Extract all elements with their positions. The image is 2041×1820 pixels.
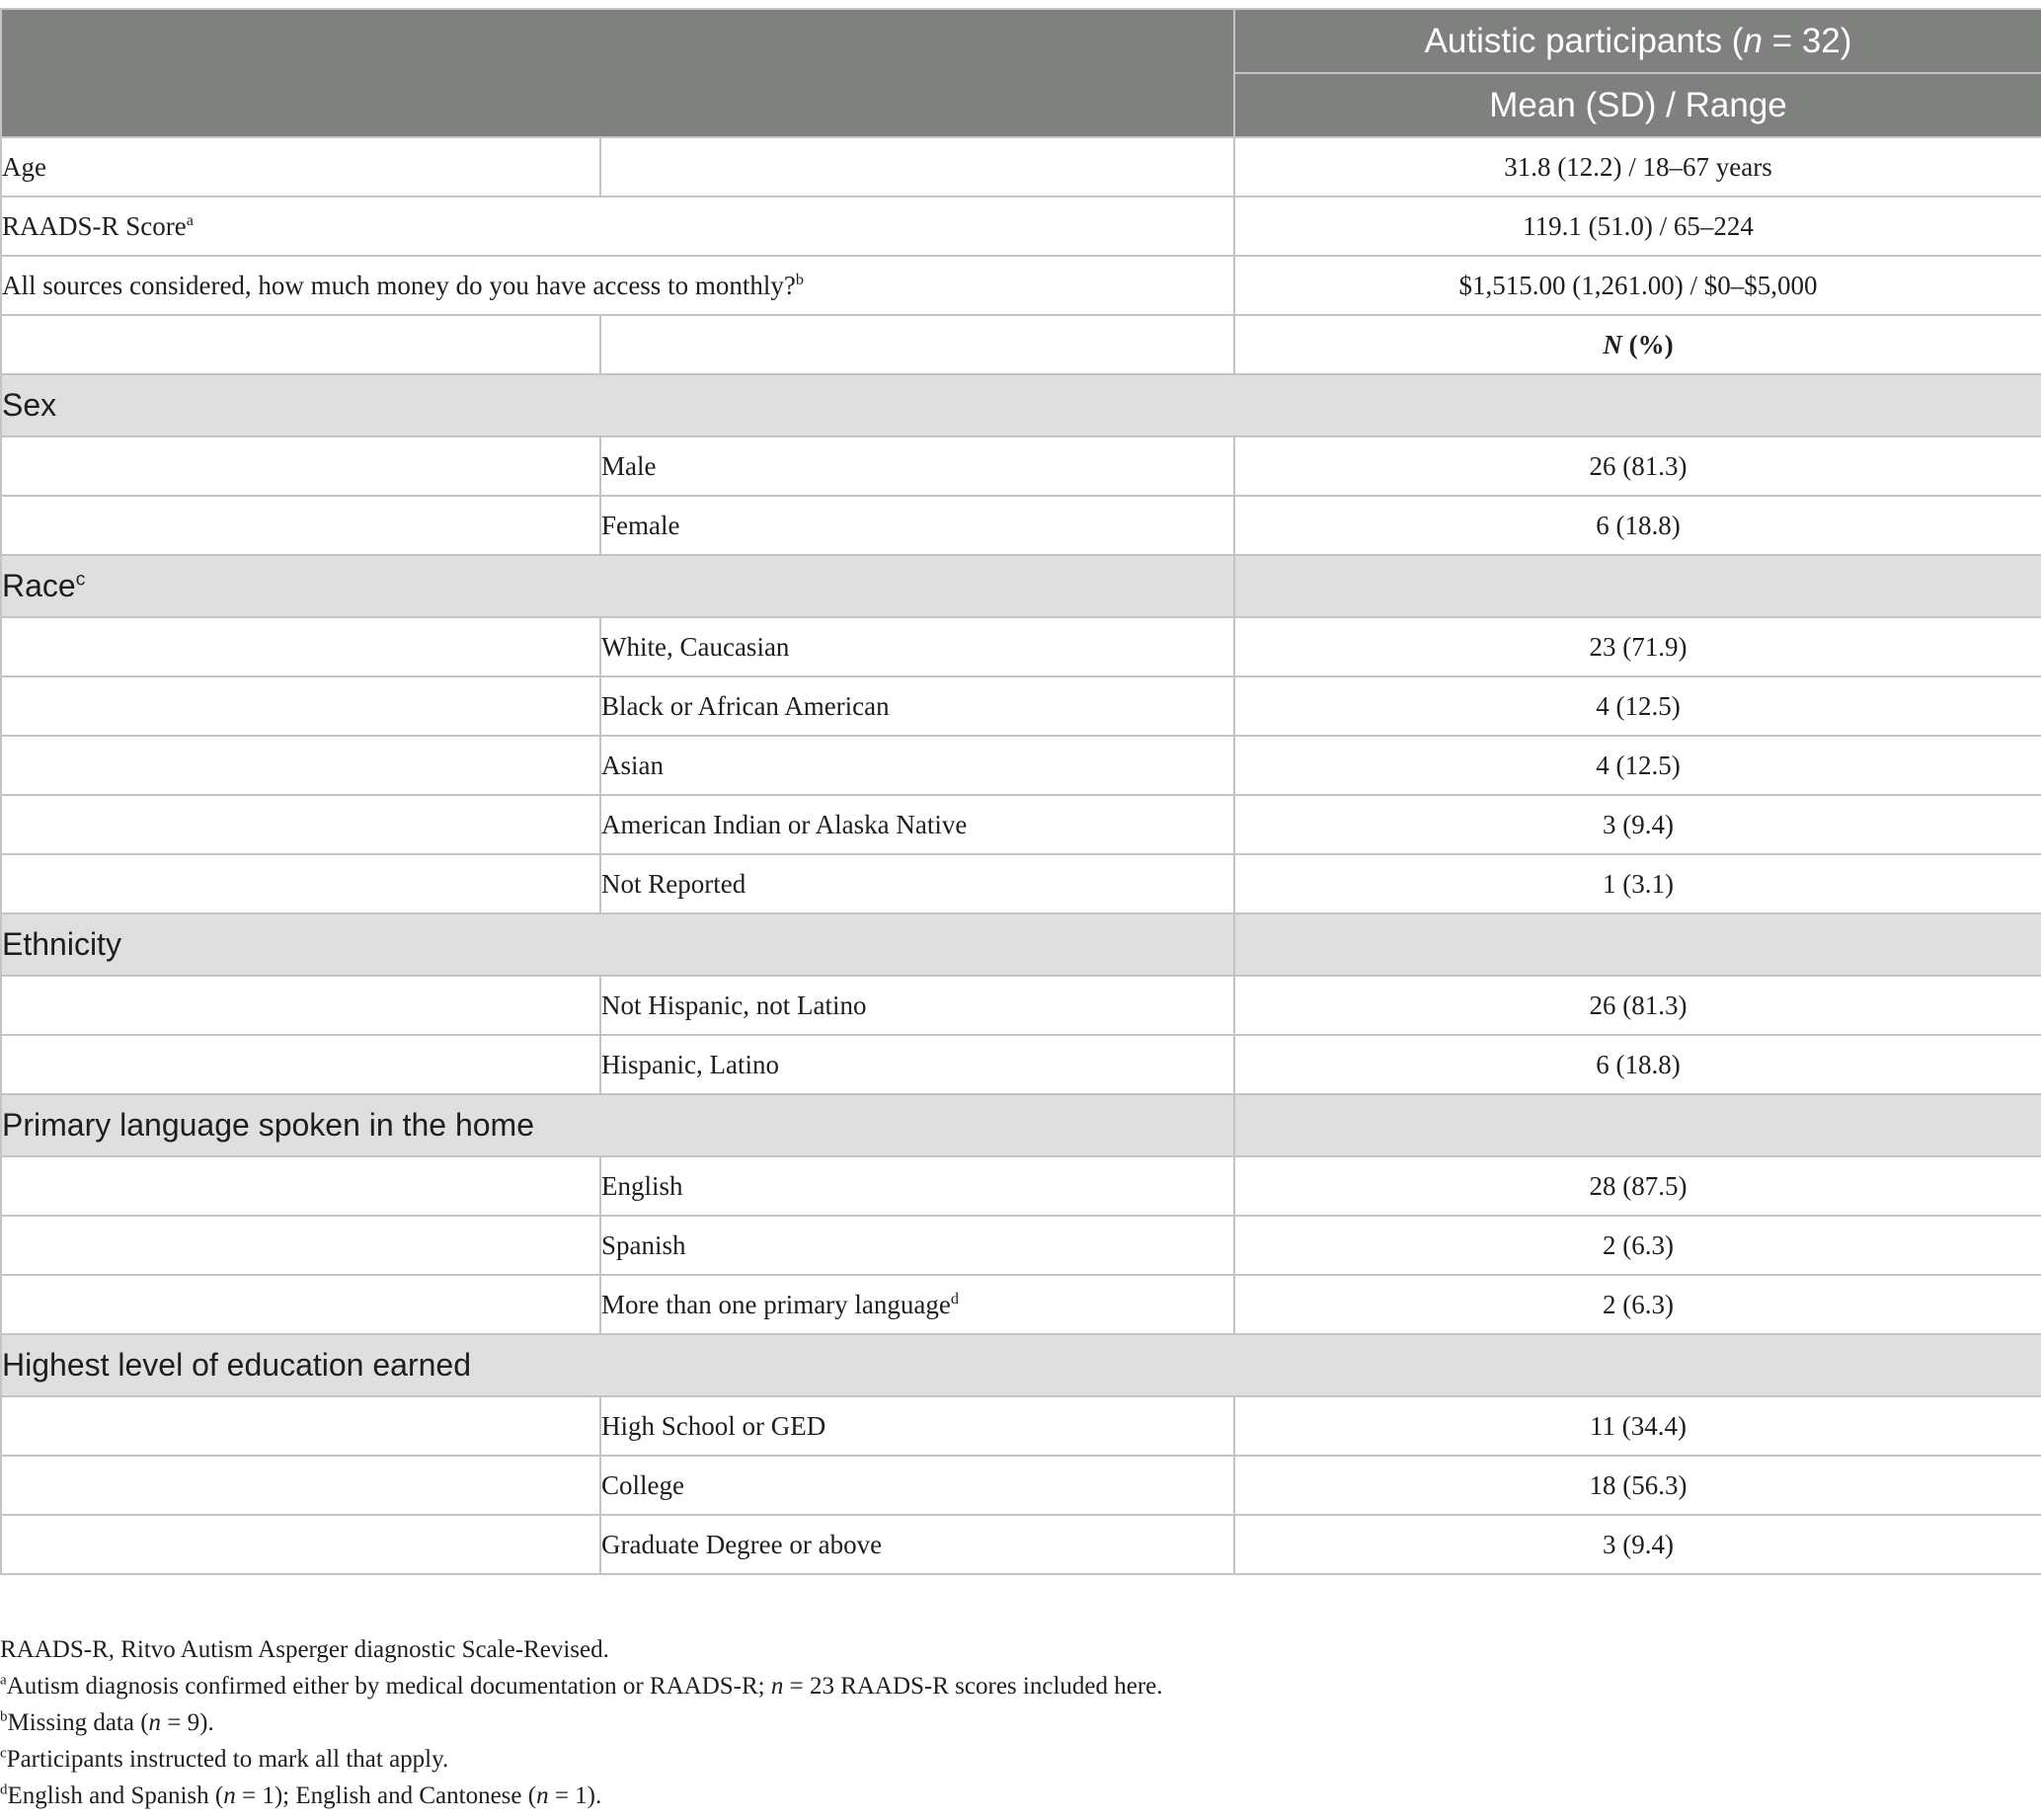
table-row bbox=[1, 436, 2041, 496]
table-row bbox=[1, 496, 2041, 555]
section-header-sex bbox=[1, 374, 2041, 436]
empty-cell bbox=[1, 1515, 600, 1574]
table-row bbox=[1, 137, 2041, 197]
row-value: 28 (87.5) bbox=[1234, 1156, 2041, 1216]
footnote-mark: d bbox=[950, 1289, 959, 1307]
section-title: Primary language spoken in the home bbox=[1, 1094, 1234, 1156]
table-row bbox=[1, 617, 2041, 676]
row-value: 6 (18.8) bbox=[1234, 1035, 2041, 1094]
row-label: All sources considered, how much money do you have access to monthly?$^b$ bbox=[1, 256, 1234, 315]
row-label: Asian bbox=[600, 736, 1234, 795]
footnote-c: $^c$Participants instructed to mark all that apply. bbox=[0, 1745, 449, 1773]
row-label: Male bbox=[600, 436, 1234, 496]
empty-cell bbox=[600, 137, 1234, 197]
table-row bbox=[1, 197, 2041, 256]
row-label: Female bbox=[600, 496, 1234, 555]
section-header-language bbox=[1, 1094, 2041, 1156]
empty-cell bbox=[600, 315, 1234, 374]
table-row bbox=[1, 795, 2041, 854]
empty-cell bbox=[1, 1275, 600, 1334]
row-label: Not Hispanic, not Latino bbox=[600, 976, 1234, 1035]
row-value: 119.1 (51.0) / 65–224 bbox=[1234, 197, 2041, 256]
row-label: More than one primary language$^d$ bbox=[600, 1275, 1234, 1334]
row-value: 3 (9.4) bbox=[1234, 1515, 2041, 1574]
section-title: Ethnicity bbox=[1, 913, 1234, 976]
row-label: Spanish bbox=[600, 1216, 1234, 1275]
header-group-title: Autistic participants (n = 32) bbox=[1234, 9, 2041, 73]
row-label: Graduate Degree or above bbox=[600, 1515, 1234, 1574]
empty-cell bbox=[1, 976, 600, 1035]
empty-cell bbox=[1, 1035, 600, 1094]
row-value: 23 (71.9) bbox=[1234, 617, 2041, 676]
row-label: College bbox=[600, 1456, 1234, 1515]
row-value: 4 (12.5) bbox=[1234, 736, 2041, 795]
footnote-b: $^b$Missing data (n = 9). bbox=[0, 1708, 214, 1736]
empty-cell bbox=[1234, 1094, 2041, 1156]
section-header-ethnicity bbox=[1, 913, 2041, 976]
table-row bbox=[1, 676, 2041, 736]
table-row bbox=[1, 1035, 2041, 1094]
row-value: 31.8 (12.2) / 18–67 years bbox=[1234, 137, 2041, 197]
section-title: Highest level of education earned bbox=[1, 1334, 2041, 1396]
header-blank-cell bbox=[1, 9, 1234, 137]
empty-cell bbox=[1, 617, 600, 676]
row-label: RAADS-R Score$^a$ bbox=[1, 197, 1234, 256]
empty-cell bbox=[1, 736, 600, 795]
empty-cell bbox=[1, 1396, 600, 1456]
table-row bbox=[1, 1216, 2041, 1275]
footnote-d: $^d$English and Spanish (n = 1); English and Cantonese (n = 1). bbox=[0, 1781, 602, 1809]
empty-cell bbox=[1, 436, 600, 496]
table-row bbox=[1, 976, 2041, 1035]
empty-cell bbox=[1, 795, 600, 854]
table-row bbox=[1, 854, 2041, 913]
count-header-label: N (%) bbox=[1234, 315, 2041, 374]
row-value: 1 (3.1) bbox=[1234, 854, 2041, 913]
table-row bbox=[1, 1156, 2041, 1216]
table-row bbox=[1, 256, 2041, 315]
row-label: High School or GED bbox=[600, 1396, 1234, 1456]
header-stats-label: Mean (SD) / Range bbox=[1234, 73, 2041, 137]
row-value: $1,515.00 (1,261.00) / $0–$5,000 bbox=[1234, 256, 2041, 315]
row-label: White, Caucasian bbox=[600, 617, 1234, 676]
empty-cell bbox=[1, 1216, 600, 1275]
empty-cell bbox=[1, 315, 600, 374]
row-value: 2 (6.3) bbox=[1234, 1216, 2041, 1275]
empty-cell bbox=[1234, 555, 2041, 617]
empty-cell bbox=[1, 496, 600, 555]
demographics-table bbox=[0, 8, 2041, 1575]
header-row-group bbox=[1, 9, 2041, 73]
table-footnotes bbox=[0, 1631, 1163, 1814]
footnote-abbreviation: RAADS-R, Ritvo Autism Asperger diagnostic Scale-Revised. bbox=[0, 1636, 609, 1663]
row-value: 6 (18.8) bbox=[1234, 496, 2041, 555]
footnote-a: $^a$Autism diagnosis confirmed either by medical documentation or RAADS-R; n = 23 RAADS-R scores included here. bbox=[0, 1672, 1163, 1700]
section-header-race bbox=[1, 555, 2041, 617]
empty-cell bbox=[1, 854, 600, 913]
row-value: 18 (56.3) bbox=[1234, 1456, 2041, 1515]
footnote-mark: a bbox=[186, 210, 194, 229]
empty-cell bbox=[1234, 913, 2041, 976]
row-value: 11 (34.4) bbox=[1234, 1396, 2041, 1456]
row-label: English bbox=[600, 1156, 1234, 1216]
row-label: Black or African American bbox=[600, 676, 1234, 736]
footnote-mark: b bbox=[795, 270, 804, 288]
row-value: 4 (12.5) bbox=[1234, 676, 2041, 736]
section-header-education bbox=[1, 1334, 2041, 1396]
row-value: 26 (81.3) bbox=[1234, 976, 2041, 1035]
table-row bbox=[1, 736, 2041, 795]
empty-cell bbox=[1, 1156, 600, 1216]
empty-cell bbox=[1, 676, 600, 736]
section-title: Sex bbox=[1, 374, 2041, 436]
row-label: Not Reported bbox=[600, 854, 1234, 913]
row-label: Hispanic, Latino bbox=[600, 1035, 1234, 1094]
row-label: American Indian or Alaska Native bbox=[600, 795, 1234, 854]
row-value: 3 (9.4) bbox=[1234, 795, 2041, 854]
section-title: Race$^c$ bbox=[1, 555, 1234, 617]
table-row bbox=[1, 1456, 2041, 1515]
table-row bbox=[1, 1396, 2041, 1456]
row-label: Age bbox=[1, 137, 600, 197]
footnote-mark: c bbox=[75, 569, 86, 591]
table-row bbox=[1, 1275, 2041, 1334]
row-value: 2 (6.3) bbox=[1234, 1275, 2041, 1334]
empty-cell bbox=[1, 1456, 600, 1515]
table-row bbox=[1, 1515, 2041, 1574]
count-header-row bbox=[1, 315, 2041, 374]
row-value: 26 (81.3) bbox=[1234, 436, 2041, 496]
